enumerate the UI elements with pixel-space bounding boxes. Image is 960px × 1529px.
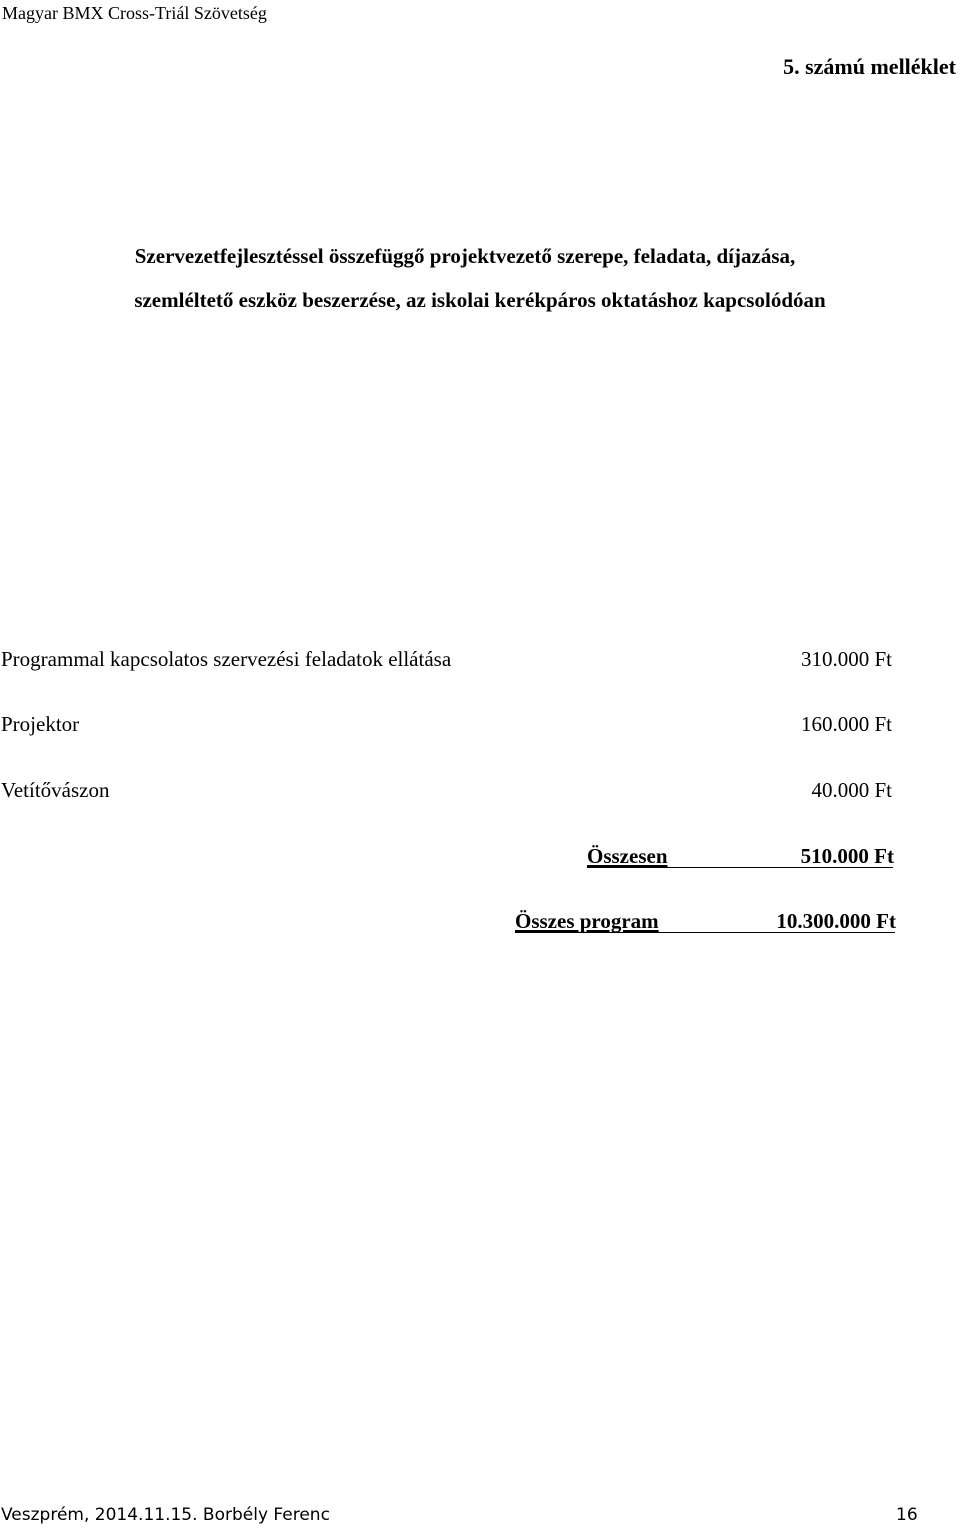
document-title-line-2: szemléltető eszköz beszerzése, az iskolai kerékpáros oktatáshoz kapcsolódóan bbox=[134, 288, 826, 312]
document-title-line-1: Szervezetfejlesztéssel összefüggő projektvezető szerepe, feladata, díjazása, bbox=[134, 244, 796, 268]
cost-item-amount: 310.000 Ft bbox=[800, 647, 892, 671]
cost-item-amount: 160.000 Ft bbox=[800, 712, 892, 736]
program-total-amount: 10.300.000 Ft bbox=[776, 909, 896, 933]
footer-place-date-author: Veszprém, 2014.11.15. Borbély Ferenc bbox=[1, 1505, 330, 1525]
annex-label: 5. számú melléklet bbox=[783, 54, 956, 79]
cost-item-label: Programmal kapcsolatos szervezési feladatok ellátása bbox=[1, 647, 452, 671]
cost-item-amount: 40.000 Ft bbox=[811, 778, 892, 802]
cost-item-label: Projektor bbox=[1, 712, 80, 736]
subtotal-amount: 510.000 Ft bbox=[800, 844, 894, 868]
program-total-label: Összes program bbox=[515, 909, 659, 933]
subtotal-label: Összesen bbox=[587, 844, 668, 868]
cost-item-label: Vetítővászon bbox=[1, 778, 110, 802]
header-organization: Magyar BMX Cross-Triál Szövetség bbox=[2, 3, 267, 23]
page-number: 16 bbox=[896, 1505, 918, 1525]
